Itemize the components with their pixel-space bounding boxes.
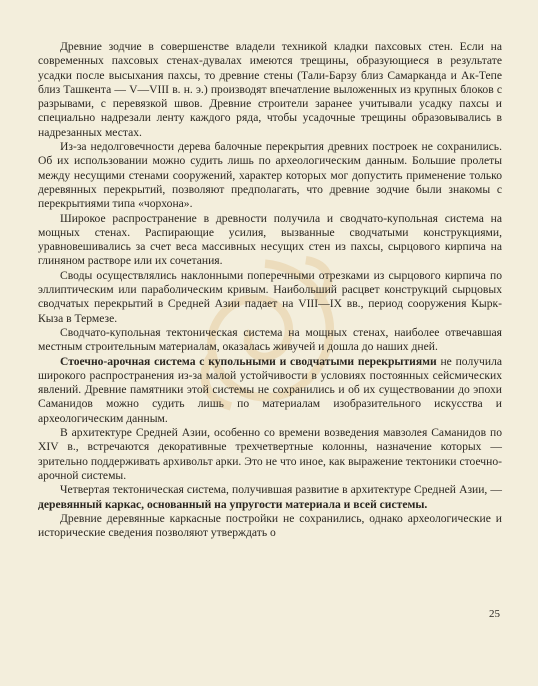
page-number: 25 — [489, 608, 500, 620]
text-run: не получила широкого распространения из-за малой устойчивости в условиях постоянных сейсмических явлений. Древние памятники этой системы не сохранились и об их существовании до эпохи Саманидов можно судить лишь по материалам изобразительного искусства и археологическим данным. — [38, 354, 502, 425]
paragraph — [38, 426, 502, 483]
text-run: В архитектуре Средней Азии, особенно со времени возведения мавзолея Саманидов по XIV в., встречаются декоративные трехчетвертные колонны, назначение которых — зрительно поддерживать архивольт арки. Это не что иное, как выражение тектоники стоечно-арочной системы. — [38, 426, 502, 482]
paragraph — [38, 483, 502, 512]
paragraph — [38, 326, 502, 355]
paragraph — [38, 355, 502, 426]
paragraph — [38, 212, 502, 269]
article-body — [38, 40, 502, 540]
bold-term: Стоечно-арочная система с купольными и сводчатыми перекрытиями — [60, 354, 437, 368]
paragraph — [38, 512, 502, 541]
paragraph — [38, 269, 502, 326]
text-run: Из-за недолговечности дерева балочные перекрытия древних построек не сохранились. Об их использовании можно судить лишь по археологическим данным. Большие пролеты между несущими стенами сооружений, характер которых мог допустить применение только деревянных перекрытий, позволяют предполагать, что древние зодчие были знакомы с перекрытиями типа «чорхона». — [38, 140, 502, 211]
paragraph — [38, 140, 502, 211]
text-run: Широкое распространение в древности получила и сводчато-купольная система на мощных стенах. Распирающие усилия, вызванные сводчатыми конструкциями, уравновешивались за счет веса массивных несущих стен из пахсы, сырцового кирпича на глиняном растворе или их сочетания. — [38, 211, 502, 268]
text-run: Древние зодчие в совершенстве владели техникой кладки пахсовых стен. Если на современных пахсовых стенах-дувалах имеются трещины, образующиеся в результате усадки после высыхания пахсы, то древние стены (Тали-Барзу близ Самарканда и Ак-Тепе близ Ташкента — V—VIII в. н. э.) производят впечатление выложенных из крупных блоков с разрывами, с перевязкой швов. Древние строители заранее учитывали усадку пахсы и специально надрезали ленту каждого ряда, чтобы усадочные трещины образовывались в надрезанных местах. — [38, 40, 502, 139]
text-run: Своды осуществлялись наклонными поперечными отрезками из сырцового кирпича по эллиптическим или параболическим кривым. Наибольший расцвет конструкций сырцовых сводчатых перекрытий в Средней Азии падает на VIII—IX вв., период сооружения Кырк-Кыза в Термезе. — [38, 268, 502, 325]
text-run: Сводчато-купольная тектоническая система на мощных стенах, наиболее отвечавшая местным строительным материалам, оказалась живучей и дошла до наших дней. — [38, 325, 502, 354]
bold-term: деревянный каркас, основанный на упругости материала и всей системы. — [38, 497, 428, 511]
text-run: Древние деревянные каркасные постройки не сохранились, однако археологические и исторические сведения позволяют утверждать о — [38, 511, 502, 540]
text-run: Четвертая тектоническая система, получившая развитие в архитектуре Средней Азии, — — [60, 483, 502, 497]
paragraph — [38, 40, 502, 140]
